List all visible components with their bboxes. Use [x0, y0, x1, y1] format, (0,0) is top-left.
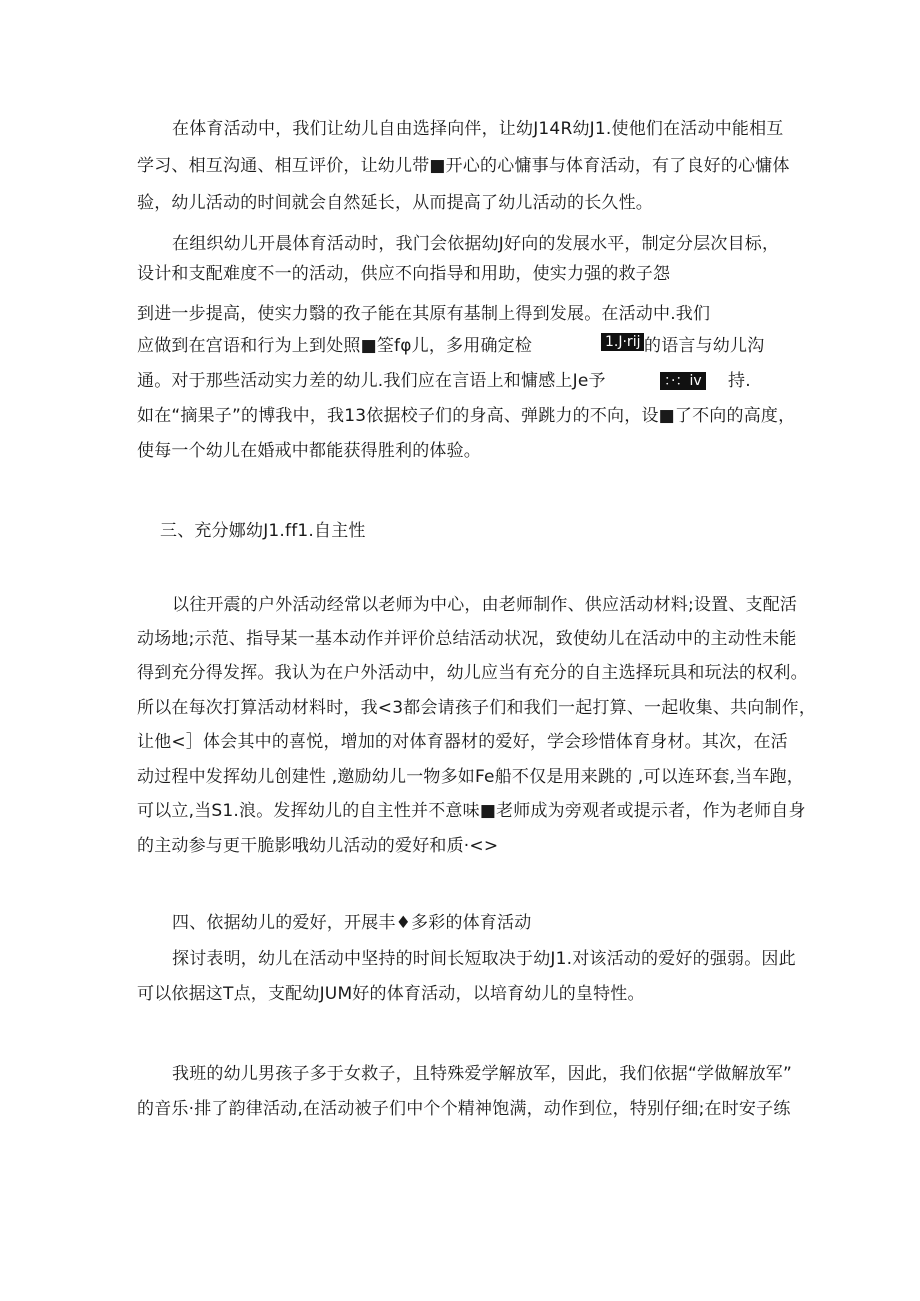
paragraph-5-line-1: 我班的幼儿男孩子多于女救子，且特殊爱学解放军，因此，我们依据“学做解放军”: [172, 1064, 793, 1084]
paragraph-1-line-1: 在体育活动中，我们让幼儿自由选择向伴，让幼J14R幼J1.使他们在活动中能相互: [172, 119, 784, 139]
redacted-mark-2: ：·：iv: [660, 372, 706, 390]
section-heading-4: 四、依据幼儿的爱好，开展丰♦多彩的体育活动: [172, 913, 532, 933]
paragraph-2-line-3: 到进一步提高，使实力翳的孜子能在其原有基制上得到发展。在活动中.我们: [137, 304, 711, 324]
section-heading-3: 三、充分娜幼J1.ff1.自主性: [160, 521, 366, 541]
paragraph-2-line-4-end: 的语言与幼儿沟: [644, 336, 765, 356]
paragraph-2-line-1: 在组织幼儿开晨体育活动时，我门会依据幼J好向的发展水平，制定分层次目标，: [172, 234, 780, 254]
paragraph-2-line-7: 使每一个幼儿在婚戒中都能获得胜利的体验。: [137, 441, 481, 461]
redacted-mark-1: 1.J·rij: [601, 333, 644, 351]
paragraph-4-line-2: 可以依据这T点，支配幼JUM好的体育活动，以培育幼儿的皇特性。: [137, 984, 645, 1004]
paragraph-3-line-6: 动过程中发挥幼儿创建性 ,邀励幼儿一物多如Fe船不仅是用来跳的 ,可以连环套,当车跑，: [137, 767, 804, 787]
paragraph-5-line-2: 的音乐·排了韵律活动,在活动被子们中个个精神饱满，动作到位，特别仔细;在时安子练: [137, 1099, 791, 1119]
paragraph-2-line-2: 设计和支配难度不一的活动，供应不向指导和用助，使实力强的救子怨: [137, 264, 671, 284]
paragraph-2-line-5-start: 通。对于那些活动实力差的幼儿.我们应在言语上和慵感上Je予: [137, 371, 606, 391]
paragraph-4-line-1: 探讨表明，幼儿在活动中坚持的时间长短取决于幼J1.对该活动的爱好的强弱。因此: [172, 949, 796, 969]
paragraph-3-line-1: 以往开震的户外活动经常以老师为中心，由老师制作、供应活动材料;设置、支配活: [172, 595, 798, 615]
paragraph-3-line-2: 动场地;示范、指导某一基本动作并评价总结活动状况，致使幼儿在活动中的主动性未能: [137, 629, 797, 649]
paragraph-3-line-5: 让他<］体会其中的喜悦，增加的对体育器材的爱好，学会珍惜体育身材。其次，在活: [137, 732, 788, 752]
paragraph-1-line-3: 验，幼儿活动的时间就会自然延长，从而提高了幼儿活动的长久性。: [137, 193, 653, 213]
paragraph-3-line-8: 的主动参与更干脆影哦幼儿活动的爱好和质·<>: [137, 836, 499, 856]
paragraph-3-line-3: 得到充分得发挥。我认为在户外活动中，幼儿应当有充分的自主选择玩具和玩法的权利。: [137, 663, 808, 683]
paragraph-3-line-4: 所以在每次打算活动材料时，我<3都会请孩子们和我们一起打算、一起收集、共向制作，: [137, 698, 817, 718]
paragraph-3-line-7: 可以立,当S1.浪。发挥幼儿的自主性并不意味■老师成为旁观者或提示者，作为老师自身: [137, 801, 806, 821]
paragraph-2-line-4-start: 应做到在宫语和行为上到处照■筌fφ儿，多用确定检: [137, 336, 533, 356]
paragraph-2-line-6: 如在“摘果子”的博我中，我13依据校子们的身高、弹跳力的不向，设■了不向的高度，: [137, 406, 796, 426]
paragraph-1-line-2: 学习、相互沟通、相互评价，让幼儿带■开心的心慵事与体育活动，有了良好的心慵体: [137, 156, 790, 176]
paragraph-2-line-5-end: 持.: [728, 371, 751, 391]
